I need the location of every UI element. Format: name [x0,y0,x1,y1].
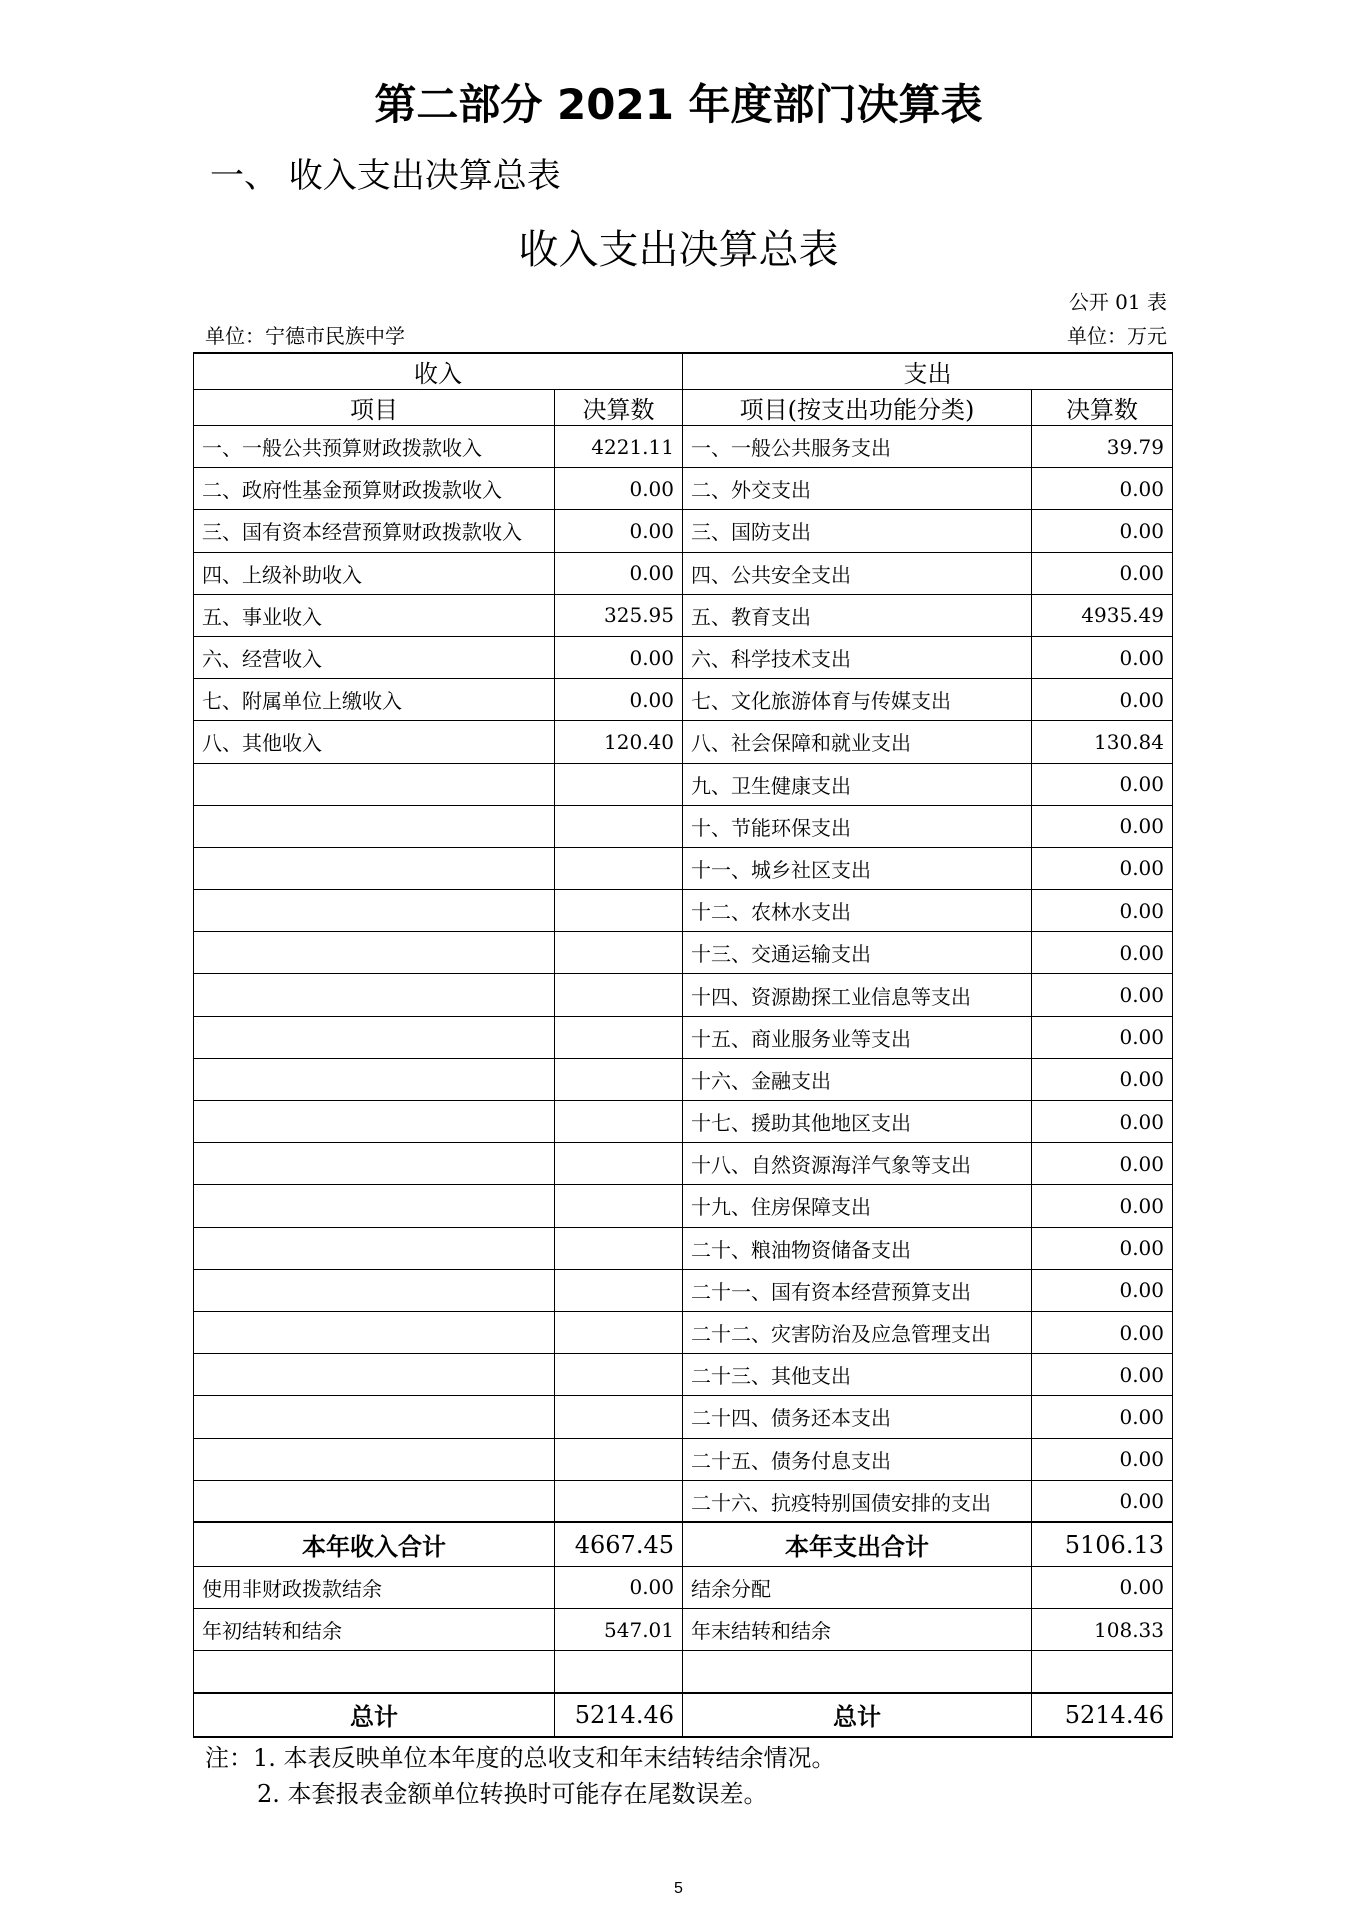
income-item-cell: 使用非财政拨款结余 [194,1566,555,1608]
income-item-cell [194,1185,555,1227]
table-row [194,1227,1173,1269]
income-amount-cell [555,1651,683,1693]
income-amount-cell [555,805,683,847]
expense-amount-cell: 0.00 [1032,468,1173,510]
expense-total-label: 本年支出合计 [683,1522,1032,1566]
table-row [194,636,1173,678]
income-amount-cell [555,1354,683,1396]
expense-item-cell: 九、卫生健康支出 [683,763,1032,805]
income-item-cell [194,805,555,847]
income-amount-cell [555,1058,683,1100]
income-item-cell [194,1354,555,1396]
income-total-amount: 5214.46 [555,1693,683,1737]
expense-amount-cell: 0.00 [1032,1143,1173,1185]
expense-total-amount: 5214.46 [1032,1693,1173,1737]
income-item-cell [194,1101,555,1143]
table-row [194,552,1173,594]
income-item-cell: 五、事业收入 [194,594,555,636]
expense-item-cell: 十二、农林水支出 [683,890,1032,932]
expense-item-cell [683,1651,1032,1693]
expense-item-header: 项目(按支出功能分类) [683,390,1032,426]
table-row [194,1311,1173,1353]
expense-amount-cell: 39.79 [1032,426,1173,468]
table-row [194,594,1173,636]
expense-item-cell: 二十三、其他支出 [683,1354,1032,1396]
table-row [194,510,1173,552]
note-1: 注：1. 本表反映单位本年度的总收支和年末结转结余情况。 [205,1744,836,1772]
income-item-cell: 三、国有资本经营预算财政拨款收入 [194,510,555,552]
expense-amount-cell: 0.00 [1032,1311,1173,1353]
income-amount-cell [555,1016,683,1058]
expense-amount-cell: 0.00 [1032,763,1173,805]
expense-item-cell: 二十四、债务还本支出 [683,1396,1032,1438]
income-amount-cell: 4221.11 [555,426,683,468]
expense-item-cell: 十八、自然资源海洋气象等支出 [683,1143,1032,1185]
expense-amount-cell: 0.00 [1032,1354,1173,1396]
expense-amount-cell: 0.00 [1032,1480,1173,1522]
income-item-cell [194,1143,555,1185]
income-item-cell: 七、附属单位上缴收入 [194,679,555,721]
expense-amount-cell: 0.00 [1032,1566,1173,1608]
expense-total-label: 总计 [683,1693,1032,1737]
table-row [194,1651,1173,1693]
expense-item-cell: 十五、商业服务业等支出 [683,1016,1032,1058]
income-total-label: 本年收入合计 [194,1522,555,1566]
expense-item-cell: 二十六、抗疫特别国债安排的支出 [683,1480,1032,1522]
income-total-amount: 4667.45 [555,1522,683,1566]
income-item-cell [194,763,555,805]
income-amount-cell [555,1480,683,1522]
income-item-cell [194,1396,555,1438]
income-item-cell: 二、政府性基金预算财政拨款收入 [194,468,555,510]
table-group-header [194,353,1173,390]
notes [205,1740,836,1812]
currency-unit: 单位：万元 [1067,324,1167,348]
income-amount-cell: 0.00 [555,510,683,552]
income-item-cell [194,932,555,974]
expense-amount-cell: 4935.49 [1032,594,1173,636]
table-row [194,1566,1173,1608]
income-item-cell: 年初结转和结余 [194,1609,555,1651]
expense-amount-cell: 0.00 [1032,1396,1173,1438]
income-item-cell [194,1438,555,1480]
expense-item-cell: 十一、城乡社区支出 [683,847,1032,889]
section-title: 一、 收入支出决算总表 [210,156,561,196]
table-row [194,1101,1173,1143]
income-amount-cell: 120.40 [555,721,683,763]
year-total-row [194,1522,1173,1566]
expense-item-cell: 二十二、灾害防治及应急管理支出 [683,1311,1032,1353]
table-row [194,1438,1173,1480]
expense-amount-cell [1032,1651,1173,1693]
income-amount-cell [555,1101,683,1143]
table-row [194,679,1173,721]
expense-amount-cell: 0.00 [1032,847,1173,889]
expense-amount-header: 决算数 [1032,390,1173,426]
income-amount-cell: 0.00 [555,636,683,678]
income-item-cell [194,1651,555,1693]
table-row [194,847,1173,889]
income-amount-cell [555,974,683,1016]
expense-item-cell: 一、一般公共服务支出 [683,426,1032,468]
income-item-cell: 六、经营收入 [194,636,555,678]
table-title: 收入支出决算总表 [518,227,839,273]
income-amount-cell [555,932,683,974]
page-number: 5 [674,1880,683,1897]
table-row [194,721,1173,763]
expense-amount-cell: 108.33 [1032,1609,1173,1651]
table-row [194,1185,1173,1227]
expense-item-cell: 二十、粮油物资储备支出 [683,1227,1032,1269]
expense-amount-cell: 0.00 [1032,1438,1173,1480]
income-amount-header: 决算数 [555,390,683,426]
expense-item-cell: 十九、住房保障支出 [683,1185,1032,1227]
income-item-cell [194,1016,555,1058]
income-amount-cell: 325.95 [555,594,683,636]
income-amount-cell: 0.00 [555,679,683,721]
income-item-cell [194,1311,555,1353]
income-amount-cell [555,1396,683,1438]
expense-amount-cell: 0.00 [1032,1269,1173,1311]
expense-amount-cell: 130.84 [1032,721,1173,763]
table-row [194,1354,1173,1396]
table-row [194,1269,1173,1311]
expense-amount-cell: 0.00 [1032,1227,1173,1269]
table-row [194,1609,1173,1651]
table-row [194,890,1173,932]
expense-item-cell: 七、文化旅游体育与传媒支出 [683,679,1032,721]
income-amount-cell [555,1227,683,1269]
income-expense-table [193,352,1173,1738]
income-item-cell [194,974,555,1016]
table-row [194,468,1173,510]
income-amount-cell: 0.00 [555,1566,683,1608]
table-row [194,974,1173,1016]
expense-item-cell: 二十五、债务付息支出 [683,1438,1032,1480]
expense-group-header: 支出 [683,353,1173,390]
expense-amount-cell: 0.00 [1032,974,1173,1016]
table-row [194,1143,1173,1185]
income-item-cell [194,1227,555,1269]
expense-item-cell: 二、外交支出 [683,468,1032,510]
expense-amount-cell: 0.00 [1032,1016,1173,1058]
expense-amount-cell: 0.00 [1032,1185,1173,1227]
income-group-header: 收入 [194,353,683,390]
income-total-label: 总计 [194,1693,555,1737]
income-amount-cell: 0.00 [555,552,683,594]
income-amount-cell [555,763,683,805]
expense-item-cell: 十四、资源勘探工业信息等支出 [683,974,1032,1016]
expense-amount-cell: 0.00 [1032,636,1173,678]
expense-amount-cell: 0.00 [1032,552,1173,594]
expense-item-cell: 二十一、国有资本经营预算支出 [683,1269,1032,1311]
table-row [194,932,1173,974]
income-amount-cell [555,890,683,932]
expense-amount-cell: 0.00 [1032,805,1173,847]
note-2: 2. 本套报表金额单位转换时可能存在尾数误差。 [257,1780,768,1808]
income-item-cell [194,847,555,889]
table-row [194,1058,1173,1100]
income-amount-cell [555,1311,683,1353]
expense-item-cell: 四、公共安全支出 [683,552,1032,594]
expense-amount-cell: 0.00 [1032,679,1173,721]
income-amount-cell: 0.00 [555,468,683,510]
income-item-cell: 一、一般公共预算财政拨款收入 [194,426,555,468]
table-row [194,805,1173,847]
reporting-unit: 单位：宁德市民族中学 [205,324,405,348]
income-amount-cell: 547.01 [555,1609,683,1651]
form-code: 公开 01 表 [1068,290,1167,314]
table-row [194,1016,1173,1058]
income-item-cell [194,1480,555,1522]
expense-total-amount: 5106.13 [1032,1522,1173,1566]
table-column-header [194,390,1173,426]
income-amount-cell [555,1269,683,1311]
income-item-cell [194,890,555,932]
table-row [194,763,1173,805]
expense-amount-cell: 0.00 [1032,932,1173,974]
expense-item-cell: 六、科学技术支出 [683,636,1032,678]
income-amount-cell [555,1185,683,1227]
expense-item-cell: 三、国防支出 [683,510,1032,552]
income-item-cell: 八、其他收入 [194,721,555,763]
expense-amount-cell: 0.00 [1032,510,1173,552]
expense-amount-cell: 0.00 [1032,1058,1173,1100]
expense-item-cell: 结余分配 [683,1566,1032,1608]
grand-total-row [194,1693,1173,1737]
table-row [194,1396,1173,1438]
income-amount-cell [555,847,683,889]
income-amount-cell [555,1438,683,1480]
income-item-cell [194,1269,555,1311]
expense-item-cell: 十三、交通运输支出 [683,932,1032,974]
part-title: 第二部分 2021 年度部门决算表 [374,80,983,129]
expense-amount-cell: 0.00 [1032,890,1173,932]
expense-item-cell: 十、节能环保支出 [683,805,1032,847]
table-row [194,426,1173,468]
expense-item-cell: 八、社会保障和就业支出 [683,721,1032,763]
expense-amount-cell: 0.00 [1032,1101,1173,1143]
expense-item-cell: 五、教育支出 [683,594,1032,636]
income-item-cell: 四、上级补助收入 [194,552,555,594]
expense-item-cell: 十七、援助其他地区支出 [683,1101,1032,1143]
income-item-cell [194,1058,555,1100]
income-item-header: 项目 [194,390,555,426]
income-amount-cell [555,1143,683,1185]
expense-item-cell: 年末结转和结余 [683,1609,1032,1651]
expense-item-cell: 十六、金融支出 [683,1058,1032,1100]
table-row [194,1480,1173,1522]
